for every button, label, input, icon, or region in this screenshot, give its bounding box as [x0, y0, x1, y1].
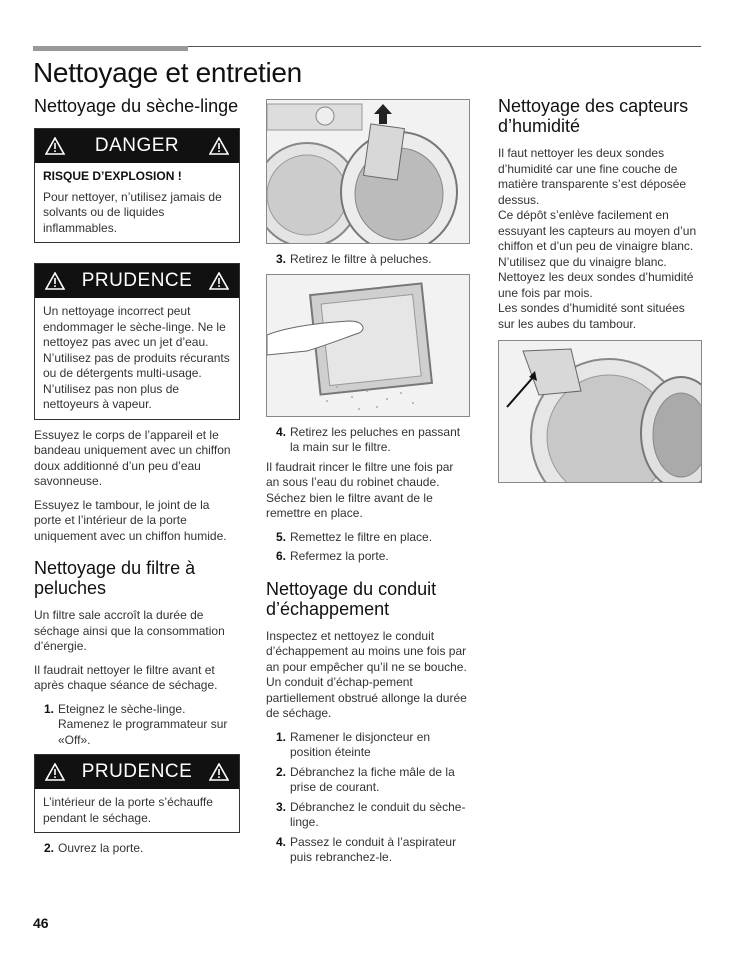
step-list: [266, 425, 470, 456]
section-heading-exhaust-duct: Nettoyage du conduit d’échappement: [266, 578, 437, 619]
illustration-remove-filter: [266, 99, 470, 244]
danger-label: DANGER: [94, 135, 180, 156]
section-heading-cleaning-dryer: Nettoyage du sèche-linge: [34, 96, 239, 116]
paragraph: Ce dépôt s’enlève facilement en essuyant les capteurs au moyen d’un chiffon et d’un peu de vinaigre blanc.: [498, 208, 697, 253]
list-item: 4. Passez le conduit à l’aspirateur puis rebranchez-le.: [276, 834, 457, 864]
step-list: [266, 530, 470, 565]
column-right: [498, 96, 702, 491]
section-heading-lint-filter: Nettoyage du filtre à peluches: [34, 558, 196, 598]
drum-sensor-illustration: [499, 341, 702, 482]
paragraph: Il faut nettoyer les deux sondes d’humidité car une fine couche de matière transparente s’est déposée dessus.: [498, 146, 687, 207]
list-item: 2. Débranchez la fiche mâle de la prise de courant.: [276, 764, 455, 794]
prudence-text: L’intérieur de la porte s’échauffe pendant le séchage.: [43, 795, 213, 825]
danger-text: Pour nettoyer, n’utilisez jamais de solvants ou de liquides inflammables.: [43, 189, 222, 235]
danger-subtitle: RISQUE D’EXPLOSION !: [43, 169, 182, 183]
prudence-header: [35, 755, 239, 789]
prudence-label: PRUDENCE: [81, 761, 193, 782]
hand-filter-illustration: [267, 275, 470, 416]
step-list: [34, 841, 240, 857]
dryer-door-illustration: [267, 100, 470, 243]
danger-header: [35, 129, 239, 163]
warning-triangle-icon: [209, 272, 229, 290]
list-item: 1. Eteignez le sèche-linge. Ramenez le programmateur sur «Off».: [44, 701, 228, 747]
illustration-clean-filter: [266, 274, 470, 417]
section-heading-humidity-sensors: Nettoyage des capteurs d’humidité: [498, 96, 689, 136]
prudence-header: [35, 264, 239, 298]
header-accent-bar: [33, 46, 188, 51]
paragraph: Essuyez le tambour, le joint de la porte et l’intérieur de la porte uniquement avec un chiffon humide.: [34, 497, 227, 543]
warning-triangle-icon: [209, 763, 229, 781]
page-number: 46: [33, 915, 49, 931]
list-item: 5. Remettez le filtre en place.: [276, 529, 433, 544]
paragraph: Il faudrait rincer le filtre une fois par an sous l’eau du robinet chaude. Séchez bien le filtre avant de le remettre en place.: [266, 459, 454, 520]
paragraph: Essuyez le corps de l’appareil et le bandeau uniquement avec un chiffon doux additionné d’un peu d’eau savonneuse.: [34, 427, 231, 488]
paragraph: N’utilisez que du vinaigre blanc. Nettoyez les deux sondes d’humidité une fois par mois.: [498, 254, 694, 300]
paragraph: Il faudrait nettoyer le filtre avant et après chaque séance de séchage.: [34, 662, 218, 692]
list-item: 6. Refermez la porte.: [276, 549, 389, 563]
step-list: [34, 702, 240, 749]
warning-triangle-icon: [45, 763, 65, 781]
warning-triangle-icon: [45, 137, 65, 155]
paragraph: Les sondes d’humidité sont situées sur les aubes du tambour.: [498, 301, 685, 331]
danger-box: [34, 128, 240, 243]
step-list: [266, 252, 470, 268]
list-item: 1. Ramener le disjoncteur en position éteinte: [276, 729, 431, 759]
page-title: Nettoyage et entretien: [33, 57, 302, 88]
list-item: 4. Retirez les peluches en passant la main sur le filtre.: [276, 424, 461, 454]
list-item: 3. Retirez le filtre à peluches.: [276, 252, 432, 266]
list-item: 3. Débranchez le conduit du sèche-linge.: [276, 799, 466, 829]
column-middle: [266, 99, 470, 870]
column-left: [34, 96, 240, 861]
list-item: 2. Ouvrez la porte.: [44, 841, 144, 855]
warning-triangle-icon: [45, 272, 65, 290]
prudence-box-1: [34, 263, 240, 420]
prudence-box-2: [34, 754, 240, 833]
warning-triangle-icon: [209, 137, 229, 155]
step-list: [266, 730, 470, 866]
paragraph: Inspectez et nettoyez le conduit d’échappement au moins une fois par an pour empêcher qu’il ne se bouche. Un conduit d’échap-pement partiellement obstrué allonge la durée de séchage.: [266, 628, 467, 720]
illustration-humidity-sensors: [498, 340, 702, 483]
prudence-label: PRUDENCE: [81, 270, 193, 291]
prudence-text: Un nettoyage incorrect peut endommager le sèche-linge. Ne le nettoyez pas avec un jet d’eau. N’utilisez pas de produits récurants ou de détergents multi-usage. N’utilisez pas non plus de nettoyeurs à vapeur.: [43, 304, 230, 411]
paragraph: Un filtre sale accroît la durée de séchage ainsi que la consommation d’énergie.: [34, 608, 225, 653]
